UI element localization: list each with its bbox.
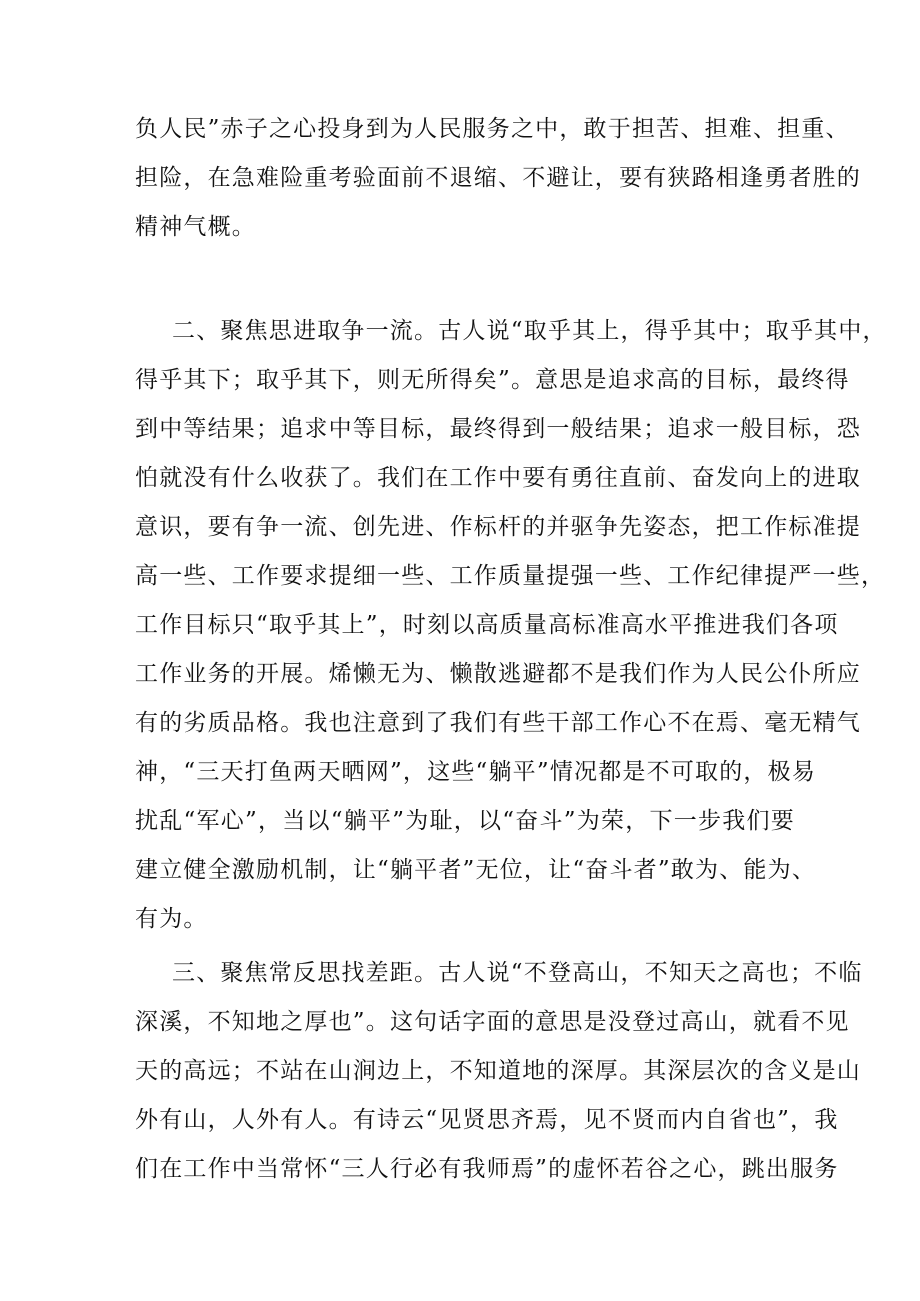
section-heading-line: 三、聚焦常反思找差距。古人说“不登高山，不知天之高也；不临 [172,960,863,986]
text-line: 神，“三天打鱼两天晒网”，这些“躺平”情况都是不可取的，极易 [135,759,817,785]
text-line: 意识，要有争一流、创先进、作标杆的并驱争先姿态，把工作标准提 [135,514,861,540]
text-line: 精神气概。 [135,214,256,240]
text-line: 工作业务的开展。烯懒无为、懒散逃避都不是我们作为人民公仆所应 [135,661,861,687]
text-line: 工作目标只“取乎其上”，时刻以高质量高标准高水平推进我们各项 [135,612,839,638]
text-line: 担险，在急难险重考验面前不退缩、不避让，要有狭路相逢勇者胜的 [135,165,861,191]
text-line: 有的劣质品格。我也注意到了我们有些干部工作心不在焉、毫无精气 [135,710,861,736]
text-line: 天的高远；不站在山涧边上，不知道地的深厚。其深层次的含义是山 [135,1058,861,1084]
section-heading-line: 二、聚焦思进取争一流。古人说“取乎其上，得乎其中；取乎其中， [172,318,887,344]
text-line: 有为。 [135,906,208,932]
text-line: 高一些、工作要求提细一些、工作质量提强一些、工作纪律提严一些， [135,563,886,589]
text-line: 扰乱“军心”，当以“躺平”为耻，以“奋斗”为荣，下一步我们要 [135,808,795,834]
text-line: 负人民”赤子之心投身到为人民服务之中，敢于担苦、担难、担重、 [135,116,850,142]
text-line: 外有山，人外有人。有诗云“见贤思齐焉，见不贤而内自省也”，我 [135,1107,839,1133]
text-line: 建立健全激励机制，让“躺平者”无位，让“奋斗者”敢为、能为、 [135,857,817,883]
text-line: 到中等结果；追求中等目标，最终得到一般结果；追求一般目标，恐 [135,416,861,442]
text-line: 得乎其下；取乎其下，则无所得矣”。意思是追求高的目标，最终得 [135,367,850,393]
text-line: 深溪，不知地之厚也”。这句话字面的意思是没登过高山，就看不见 [135,1009,850,1035]
text-line: 怕就没有什么收获了。我们在工作中要有勇往直前、奋发向上的进取 [135,465,861,491]
text-line: 们在工作中当常怀“三人行必有我师焉”的虚怀若谷之心，跳出服务 [135,1156,839,1182]
